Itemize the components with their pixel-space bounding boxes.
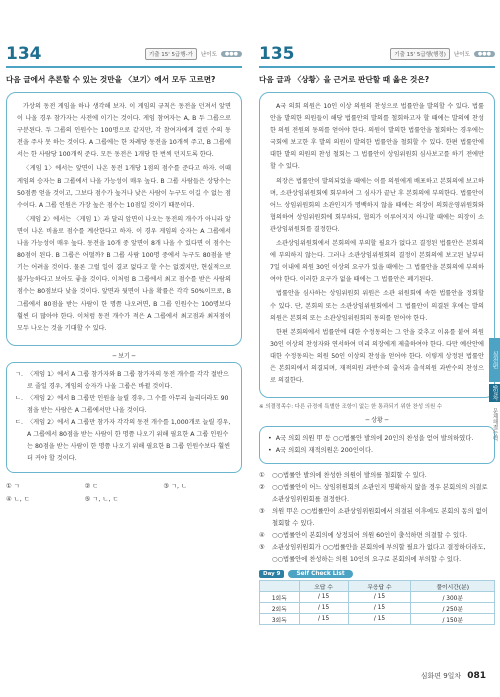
question-number: 135 (259, 44, 295, 64)
table-cell[interactable]: / 15 (299, 603, 348, 614)
answer-choice[interactable]: ② ○○법률안이 어느 상임위원회의 소관인지 명확하지 않을 경우 본회의의 의결로 소관상임위원회를 결정한다. (259, 484, 488, 504)
table-row (260, 603, 495, 614)
passage-paragraph: 한편 본회의에서 법률안에 대한 수정동의는 그 안을 갖추고 이유를 붙여 의원 30인 이상의 찬성자와 연서하여 미리 의장에게 제출하여야 한다. 다만 예산안에 대한 수정동의는 의원 50인 이상의 찬성을 얻어야 한다. 이렇게 상정된 법률안은 본회의에서 의결되며, 재적의원 과반수의 출석과 출석의원 과반수의 찬성으로 의결한다. (270, 328, 484, 385)
passage-paragraph: 법률안을 심사하는 상임위원회 위원은 소관 위원회에 속한 법률안을 정회할 수 있다. 단, 본회의 또는 소관상임위원회에서 그 법률안이 의결된 후에는 발의의원은 본회의 또는 소관상임위원회의 동의를 얻어야 한다. (270, 290, 484, 322)
table-cell[interactable]: / 250분 (411, 603, 495, 614)
table-row (260, 592, 495, 603)
answer-choice[interactable]: ④ ○○법률안이 본회의에 상정되어 의원 60인이 출석하면 의결할 수 있다. (259, 532, 468, 540)
answer-choice[interactable]: ⑤ ㄱ, ㄴ, ㄷ (84, 495, 119, 503)
self-check-list (259, 570, 495, 625)
question-number: 134 (6, 44, 42, 64)
answer-choice[interactable]: ① ㄱ (6, 482, 20, 490)
table-cell[interactable]: / 300분 (411, 592, 495, 603)
table-cell: 3회독 (260, 614, 300, 625)
answer-choice[interactable]: ① ○○법률안 발의에 찬성한 의원이 발의를 철회할 수 있다. (259, 472, 427, 480)
situation-item: • A국 의회의 재적의원은 200인이다. (268, 447, 374, 455)
passage-paragraph: 의장은 법률안이 발의되었을 때에는 이를 의원에게 배포하고 본회의에 보고하며, 소관상임위원회에 회부하여 그 심사가 끝난 후 본회의에 부의한다. 법률안이 어느 상임위원회의 소관인지가 명백하지 않을 때에는 의장이 의회운영위원회와 협의하여 상임위원회에 회부하되, 협의가 이루어지지 아니할 때에는 의장이 소관상임위원회를 결정한다. (270, 177, 484, 233)
passage-paragraph: 소관상임위원회에서 본회의에 부의할 필요가 없다고 결정된 법률안은 본회의에 부의하지 않는다. 그러나 소관상임위원회의 결정이 본회의에 보고된 날부터 7일 이내에 의원 30인 이상의 요구가 있을 때에는 그 법률안을 본회의에 부의하여야 한다. 이러한 요구가 없을 때에는 그 법률안은 폐기된다. (270, 240, 484, 284)
table-row (260, 614, 495, 625)
bogi-box (6, 362, 242, 473)
table-header: 무응답 수 (348, 581, 411, 592)
source-badge: 기출 15' 5급행(행정) (390, 48, 450, 60)
question-stem: 다음 글에서 추론할 수 있는 것만을 〈보기〉에서 모두 고르면? (6, 75, 216, 84)
passage-paragraph: 〈게임 2〉에서는 〈게임 1〉과 달리 앞면이 나오는 동전의 개수가 아니라 앞면이 나온 비율로 점수를 계산한다고 하자. 이 경우 게임의 승자는 A 그룹에서 나올 가능성이 매우 높다. 동전을 10개 중 앞면이 8개 나올 수 있다면 이 점수는 80점이 된다. B 그룹은 어떨까? B 그룹 사람 100명 중에서 누구도 80점을 받기는 어려울 것이다. 물론 그럴 일이 결코 없다고 할 수는 없겠지만, 현실적으로 불가능하다고 보아도 좋을 것이다. 이처럼 B 그룹에서 최고 점수를 받은 사람의 점수는 80점보다 낮을 것이다. 앞면과 뒷면이 나올 확률은 각각 50%이므로, B 그룹에서 80점을 받는 사람이 한 명쯤 나오려면, B 그룹 인원수는 100명보다 훨씬 더 많아야 한다. 이처럼 동전 개수가 적은 A 그룹에서 최고점과 최저점이 모두 나오는 것을 기대할 수 있다. (17, 215, 231, 332)
bogi-item: ㄱ. 〈게임 1〉에서 A 그룹 참가자와 B 그룹 참가자의 동전 개수를 각각 절반으로 줄일 경우, 게임의 승자가 나올 그룹은 바뀔 것이다. (15, 370, 229, 390)
answer-choices (6, 481, 242, 503)
answer-choice[interactable]: ② ㄷ (84, 482, 99, 490)
table-header-row (260, 581, 495, 592)
table-cell[interactable]: / 150분 (411, 614, 495, 625)
question-134 (6, 0, 242, 503)
table-cell[interactable]: / 15 (299, 592, 348, 603)
question-header (6, 42, 242, 68)
question-header (259, 42, 495, 68)
answer-choice[interactable]: ③ ㄱ, ㄴ (163, 482, 188, 490)
answer-choices (259, 470, 495, 566)
self-check-header (259, 570, 495, 578)
side-tab-topic[interactable]: 문제해결능력 (491, 407, 498, 441)
table-header: 풀이시간(분) (411, 581, 495, 592)
situation-item: • A국 의회 의원 甲 등 ○○법률안 발의에 20인의 찬성을 얻어 발의하였다. (268, 435, 474, 443)
page-number: 081 (467, 671, 486, 681)
table-cell: 2회독 (260, 603, 300, 614)
table-header: 오답 수 (299, 581, 348, 592)
footer-label: 심화편 9일차 (420, 672, 462, 680)
passage-paragraph: 가상의 동전 게임을 하나 생각해 보자. 이 게임의 규칙은 동전을 던져서 앞면이 나올 경우 참가자는 사전에 이기는 것이다. 게임 참여자는 A, B 두 그룹으로 구분된다. 두 그룹의 인원수는 100명으로 같지만, 각 참여자에게 걸린 수의 동전을 주사 못 하는 것이다. A 그룹에는 한 차례당 동전을 10개씩 주고, B 그룹에서는 한 사람당 100개씩 준다. 모든 동전은 1개당 한 번씩 던지도록 한다. (17, 103, 231, 159)
source-badge: 기출 15' 5급행-가 (145, 48, 197, 60)
question-stem: 다음 글과 〈상황〉을 근거로 판단할 때 옳은 것은? (259, 75, 430, 84)
passage-box (6, 92, 242, 346)
question-tag (145, 48, 242, 60)
table-cell: 1회독 (260, 592, 300, 603)
situation-label: ─ 상황 ─ (365, 417, 389, 425)
side-tab-section[interactable]: 실전편 (489, 338, 500, 382)
answer-choice[interactable]: ⑤ 소관상임위원회가 ○○법률안을 본회의에 부의할 필요가 없다고 결정하더라도, ○○법률안에 찬성하는 의원 10인의 요구로 본회의에 부의할 수 있다. (259, 544, 486, 564)
difficulty-badge: ●●● (221, 51, 242, 57)
footnote: ※ 의결정족수: 다른 규정에 특별한 조항이 없는 한 통과되기 위한 찬성 의원 수 (259, 404, 443, 411)
answer-choice[interactable]: ③ 의원 甲은 ○○법률안이 소관상임위원회에서 의결된 이후에도 본회의 동의 없이 철회할 수 있다. (259, 508, 488, 528)
self-check-table (259, 580, 495, 625)
table-cell[interactable]: / 15 (348, 592, 411, 603)
bogi-item: ㄷ. 〈게임 2〉에서 A 그룹만 참가자 각각의 동전 개수를 1,000개로 늘릴 경우, A 그룹에서 80점을 받는 사람이 한 명쯤 나오기 위해 필요한 A 그룹 인원수는 80점을 받는 사람이 한 명쯤 나오기 위해 필요한 B 그룹 인원수보다 훨씬 더 커야 할 것이다. (15, 419, 231, 463)
table-cell[interactable]: / 15 (299, 614, 348, 625)
answer-choice[interactable]: ④ ㄴ, ㄷ (6, 495, 30, 503)
difficulty-label: 난이도 (453, 52, 470, 58)
question-135 (259, 0, 495, 625)
difficulty-label: 난이도 (200, 52, 217, 58)
situation-box (259, 426, 495, 464)
passage-paragraph: A국 의회 의원은 10인 이상 의원의 찬성으로 법률안을 발의할 수 있다. 법률안을 발의한 의원들이 해당 법률안의 발의를 철회하고자 할 때에는 발의에 찬성한 의원 전원의 동의를 얻어야 한다. 의원이 발의한 법률안을 철회하는 경우에는 국회에 보고한 후 발의 의원이 발의한 법률안을 철회할 수 있다. 한편 법률안에 대한 발의 의원의 찬성 철회는 그 법률안이 상임위원회 심사보고를 하기 전에만 할 수 있다. (270, 103, 484, 171)
passage-paragraph: 〈게임 1〉에서는 앞면이 나온 동전 1개당 1점의 점수를 준다고 하자. 이때 게임의 승자는 B 그룹에서 나올 가능성이 매우 높다. B 그룹 사람들은 상당수는 50점쯤 얻을 것이고, 그보다 점수가 높거나 낮은 사람이 누구도 이길 수 없는 점수이다. A 그룹 인원은 가장 높은 점수는 10점일 것이기 때문이다. (17, 165, 231, 209)
passage-box (259, 92, 495, 398)
self-check-title: Self Check List (288, 570, 352, 578)
bogi-item: ㄴ. 〈게임 2〉에서 B 그룹만 인원을 늘릴 경우, 그 수를 아무리 늘리더라도 90점을 받는 사람은 A 그룹에서만 나올 것이다. (15, 394, 229, 415)
question-tag (390, 48, 495, 60)
page-footer (421, 671, 486, 681)
table-header (260, 581, 300, 592)
difficulty-badge: ●●● (474, 51, 495, 57)
table-cell[interactable]: / 15 (348, 614, 411, 625)
bogi-label: ─ 보기 ─ (112, 352, 136, 360)
day-badge: Day 9 (259, 570, 284, 578)
side-tab-day[interactable]: 9일차 (491, 385, 498, 401)
table-cell[interactable]: / 15 (348, 603, 411, 614)
